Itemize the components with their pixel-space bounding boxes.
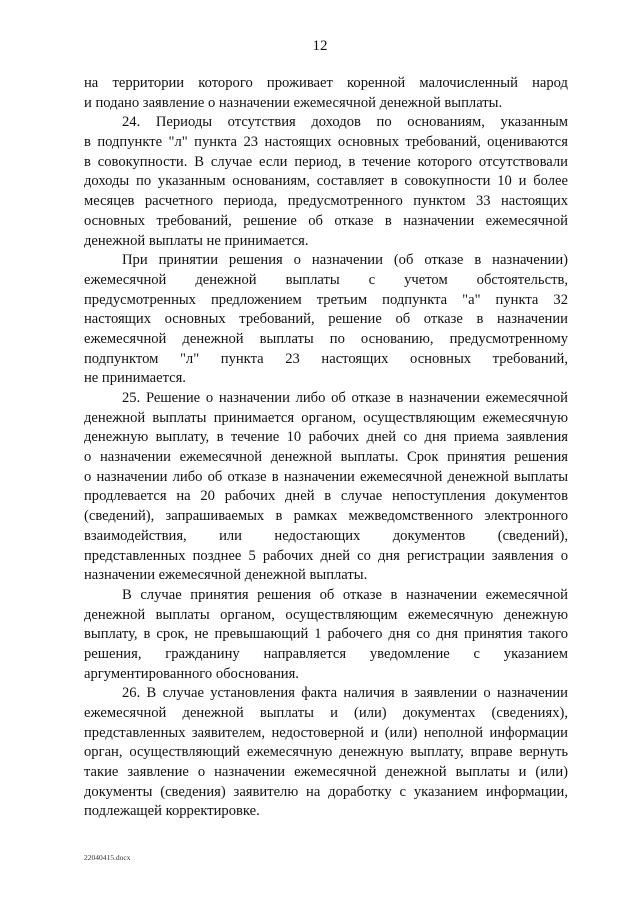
- paragraph-1: [84, 74, 568, 113]
- text-line: 24. Периоды отсутствия доходов по основаниям, указанным: [122, 114, 568, 131]
- text-line: о назначении ежемесячной денежной выплаты. Срок принятия решения: [84, 449, 568, 466]
- text-line: денежную выплату, в течение 10 рабочих дней со дня приема заявления: [84, 429, 568, 446]
- text-line: такие заявление о назначении ежемесячной денежной выплаты и (или): [84, 764, 568, 781]
- text-line: настоящих основных требований, решение об отказе в назначении: [84, 311, 568, 328]
- paragraph-3: [84, 251, 568, 389]
- text-line: основных требований, решение об отказе в назначении ежемесячной: [84, 212, 568, 229]
- text-line: аргументированного обоснования.: [84, 665, 299, 682]
- text-line: В случае принятия решения об отказе в назначении ежемесячной: [122, 586, 568, 603]
- text-line: ежемесячной денежной выплаты по основанию, предусмотренному: [84, 330, 568, 347]
- text-line: денежной выплаты принимается органом, осуществляющим ежемесячную: [84, 409, 568, 426]
- text-line: в подпункте "л" пункта 23 настоящих основных требований, оцениваются: [84, 134, 568, 151]
- text-line: взаимодействия, или недостающих документов (сведений),: [84, 527, 568, 544]
- text-line: предусмотренных предложением третьим подпункта "а" пункта 32: [84, 291, 568, 308]
- document-body: [84, 74, 568, 822]
- text-line: не принимается.: [84, 370, 186, 387]
- paragraph-6: [84, 684, 568, 822]
- text-line: месяцев расчетного периода, предусмотренного пунктом 33 настоящих: [84, 193, 568, 210]
- page-number: 12: [312, 38, 328, 54]
- text-line: и подано заявление о назначении ежемесячной денежной выплаты.: [84, 94, 503, 111]
- text-line: ежемесячной денежной выплаты и (или) документах (сведениях),: [84, 705, 568, 721]
- text-line: 26. В случае установления факта наличия в заявлении о назначении: [122, 685, 568, 702]
- text-line: денежной выплаты не принимается.: [84, 232, 309, 249]
- paragraph-5: [84, 586, 568, 684]
- text-line: документы (сведения) заявителю на доработку с указанием информации,: [84, 783, 568, 800]
- text-line: подпунктом "л" пункта 23 настоящих основных требований,: [84, 350, 568, 367]
- text-line: доходы по указанным основаниям, составляет в совокупности 10 и более: [84, 173, 568, 190]
- text-line: ежемесячной денежной выплаты с учетом обстоятельств,: [84, 271, 568, 288]
- footer-filename: 22040415.docx: [84, 853, 131, 862]
- text-line: подлежащей корректировке.: [84, 803, 260, 820]
- text-line: выплату, в срок, не превышающий 1 рабочего дня со дня принятия такого: [84, 626, 568, 643]
- text-line: о назначении либо об отказе в назначении ежемесячной денежной выплаты: [84, 468, 568, 485]
- text-line: продлевается на 20 рабочих дней в случае непоступления документов: [84, 488, 568, 505]
- text-line: (сведений), запрашиваемых в рамках межведомственного электронного: [84, 508, 568, 525]
- text-line: При принятии решения о назначении (об отказе в назначении): [122, 252, 568, 269]
- text-line: назначении ежемесячной денежной выплаты.: [84, 567, 368, 584]
- text-line: 25. Решение о назначении либо об отказе в назначении ежемесячной: [122, 390, 568, 406]
- text-line: денежной выплаты органом, осуществляющим ежемесячную денежную: [84, 606, 568, 623]
- paragraph-2: [84, 113, 568, 251]
- text-line: орган, осуществляющий ежемесячную денежную выплату, вправе вернуть: [84, 744, 568, 761]
- text-line: представленных заявителем, недостоверной и (или) неполной информации: [84, 724, 568, 741]
- paragraph-4: [84, 389, 568, 586]
- text-line: на территории которого проживает коренной малочисленный народ: [84, 75, 568, 91]
- text-line: представленных позднее 5 рабочих дней со дня регистрации заявления о: [84, 547, 568, 564]
- text-line: в совокупности. В случае если период, в течение которого отсутствовали: [84, 153, 568, 170]
- text-line: решения, гражданину направляется уведомление с указанием: [84, 645, 568, 662]
